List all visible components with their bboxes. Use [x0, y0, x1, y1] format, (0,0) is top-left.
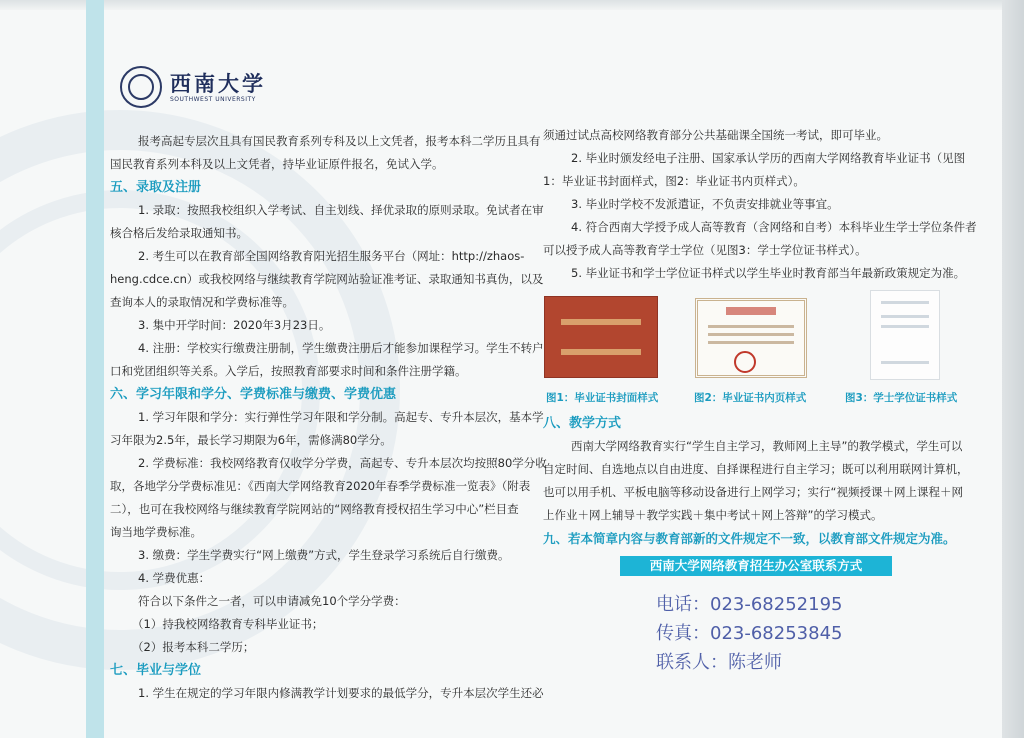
logo-chinese-name: 西南大学: [170, 70, 266, 96]
paragraph-line: 查询本人的录取情况和学费标准等。: [110, 295, 294, 309]
paragraph-line: 1. 录取：按照我校组织入学考试、自主划线、择优录取的原则录取。免试者在审: [138, 203, 544, 217]
policy-note: 九、若本简章内容与教育部新的文件规定不一致，以教育部文件规定为准。: [543, 531, 956, 546]
paragraph-line: 口和党团组织等关系。入学后，按照教育部要求时间和条件注册学籍。: [110, 364, 467, 378]
paragraph-line: 须通过试点高校网络教育部分公共基础课全国统一考试，即可毕业。: [543, 128, 888, 142]
paragraph-line: 3. 缴费：学生学费实行“网上缴费”方式，学生登录学习系统后自行缴费。: [138, 548, 510, 562]
paragraph-line: 也可以用手机、平板电脑等移动设备进行上网学习；实行“视频授课＋网上课程＋网: [543, 485, 963, 499]
contact-title-bar: 西南大学网络教育招生办公室联系方式: [620, 556, 892, 576]
paragraph-line: 1. 学生在规定的学习年限内修满教学计划要求的最低学分，专升本层次学生还必: [138, 686, 544, 700]
page-right-edge: [1002, 0, 1024, 738]
page-top-edge: [0, 0, 1024, 10]
paragraph-line: 2. 考生可以在教育部全国网络教育阳光招生服务平台（网址：http://zhaos-: [138, 249, 525, 263]
paragraph-line: 二），也可在我校网络与继续教育学院网站的“网络教育授权招生学习中心”栏目查: [110, 502, 519, 516]
paragraph-line: 询当地学费标准。: [110, 525, 202, 539]
section-heading: 六、学习年限和学分、学费标准与缴费、学费优惠: [110, 387, 397, 402]
paragraph-line: 自定时间、自选地点以自由进度、自择课程进行自主学习；既可以利用联网计算机，: [543, 462, 969, 476]
list-item: （1）持我校网络教育专科毕业证书；: [132, 617, 324, 631]
university-logo: [120, 66, 266, 108]
paragraph-line: 2. 毕业时颁发经电子注册、国家承认学历的西南大学网络教育毕业证书（见图: [571, 151, 966, 165]
contact-person: 联系人：陈老师: [656, 652, 782, 673]
figure-caption-2: 图2：毕业证书内页样式: [694, 392, 807, 404]
paragraph-line: 2. 学费标准：我校网络教育仅收学分学费，高起专、专升本层次均按照80学分收: [138, 456, 547, 470]
paragraph-line: 1：毕业证书封面样式，图2：毕业证书内页样式）。: [543, 174, 805, 188]
paragraph-line: heng.cdce.cn）或我校网络与继续教育学院网站验证准考证、录取通知书真伪，以及: [110, 272, 544, 286]
paragraph-line: 取，各地学分学费标准见：《西南大学网络教育2020年春季学费标准一览表》（附表: [110, 479, 531, 493]
decorative-stripe: [86, 0, 104, 738]
degree-certificate-image: [870, 290, 940, 380]
paragraph-line: 西南大学网络教育实行“学生自主学习，教师网上主导”的教学模式，学生可以: [571, 439, 963, 453]
diploma-cover-image: [544, 296, 658, 378]
section-heading: 五、录取及注册: [110, 180, 202, 195]
university-seal-icon: [120, 66, 162, 108]
paragraph-line: 核合格后发给录取通知书。: [110, 226, 248, 240]
right-column-bottom: [543, 412, 968, 550]
contact-phone: 电话：023-68252195: [656, 594, 843, 615]
paragraph-line: 1. 学习年限和学分：实行弹性学习年限和学分制。高起专、专升本层次，基本学: [138, 410, 544, 424]
left-column: [110, 130, 547, 705]
right-column-top: [543, 124, 977, 285]
paragraph-line: 习年限为2.5年，最长学习期限为6年，需修满80学分。: [110, 433, 392, 447]
section-heading: 七、毕业与学位: [110, 663, 202, 678]
paragraph-line: 3. 毕业时学校不发派遣证，不负责安排就业等事宜。: [571, 197, 839, 211]
figure-caption-1: 图1：毕业证书封面样式: [546, 392, 659, 404]
logo-english-name: SOUTHWEST UNIVERSITY: [170, 95, 256, 103]
paragraph-line: 国民教育系列本科及以上文凭者，持毕业证原件报名，免试入学。: [110, 157, 444, 171]
paragraph-line: 5. 毕业证书和学士学位证书样式以学生毕业时教育部当年最新政策规定为准。: [571, 266, 966, 280]
paragraph-line: 4. 注册：学校实行缴费注册制，学生缴费注册后才能参加课程学习。学生不转户: [138, 341, 544, 355]
paragraph-line: 可以授予成人高等教育学士学位（见图3：学士学位证书样式）。: [543, 243, 867, 257]
red-seal-icon: [734, 351, 756, 373]
paragraph-line: 4. 符合西南大学授予成人高等教育（含网络和自考）本科毕业生学士学位条件者: [571, 220, 977, 234]
paragraph-line: 符合以下条件之一者，可以申请减免10个学分学费：: [138, 594, 406, 608]
list-item: （2）报考本科二学历；: [132, 640, 255, 654]
paragraph-line: 4. 学费优惠：: [138, 571, 211, 585]
contact-fax: 传真：023-68253845: [656, 623, 843, 644]
certificate-figures: [544, 294, 969, 390]
section-heading: 八、教学方式: [543, 416, 622, 431]
figure-caption-3: 图3：学士学位证书样式: [845, 392, 958, 404]
diploma-inner-page-image: [695, 298, 807, 378]
paragraph-line: 3. 集中开学时间：2020年3月23日。: [138, 318, 331, 332]
paragraph-line: 上作业＋网上辅导＋教学实践＋集中考试＋网上答辩”的学习模式。: [543, 508, 883, 522]
paragraph-line: 报考高起专层次且具有国民教育系列专科及以上文凭者，报考本科二学历且具有: [138, 134, 541, 148]
